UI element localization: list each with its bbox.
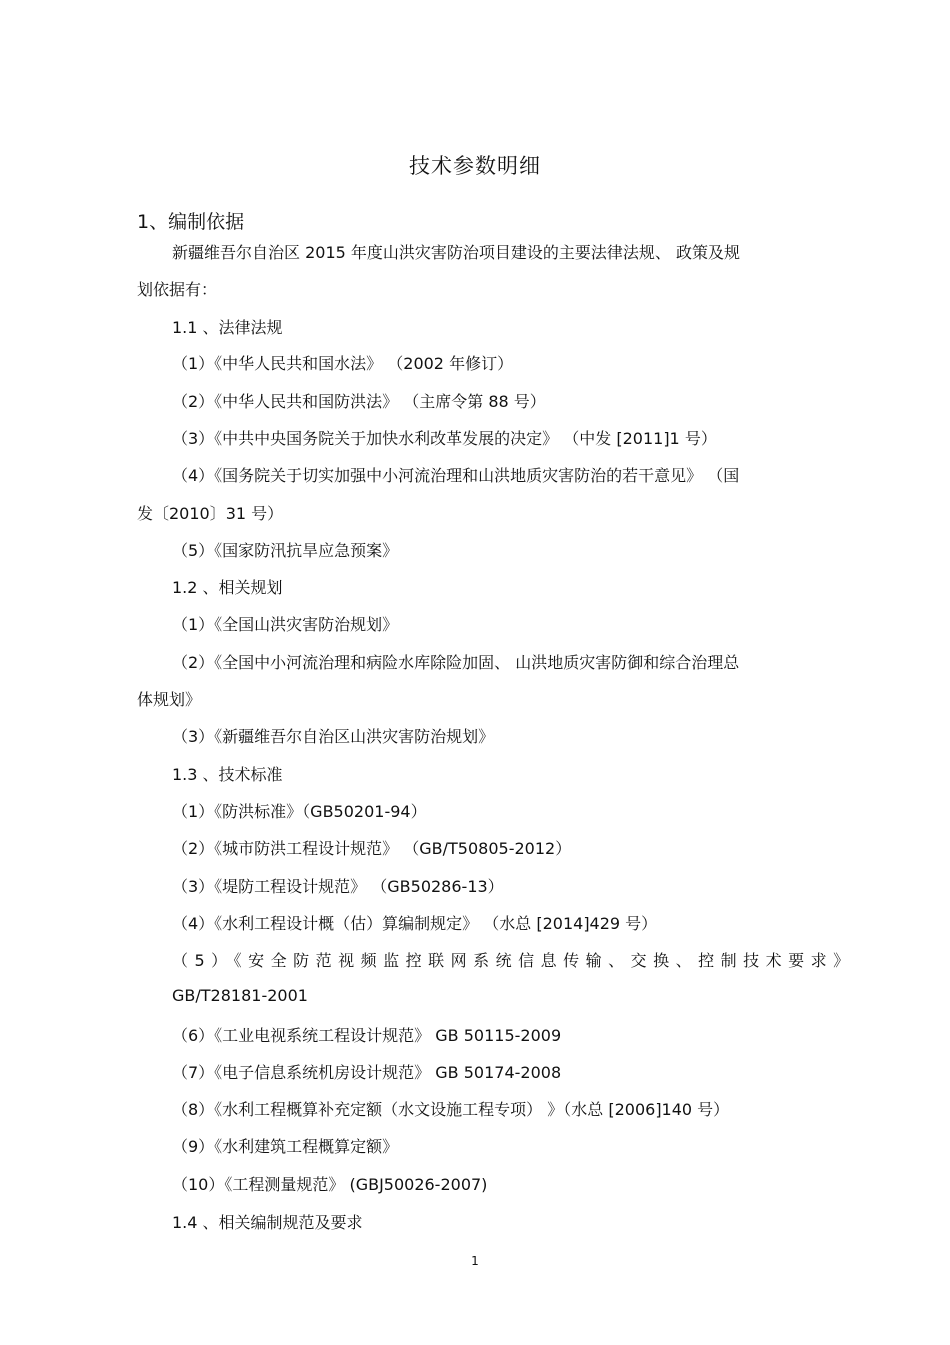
list-item: （5）《安全防范视频监控联网系统信息传输、交换、控制技术要求》 (172, 951, 856, 970)
section-heading-1: 1、编制依据 (137, 211, 245, 233)
list-item: （5）《国家防汛抗旱应急预案》 (172, 541, 399, 560)
list-item: （6）《工业电视系统工程设计规范》 GB 50115-2009 (172, 1026, 562, 1045)
list-item: （9）《水利建筑工程概算定额》 (172, 1137, 399, 1156)
list-item: （3）《新疆维吾尔自治区山洪灾害防治规划》 (172, 727, 495, 746)
page-title: 技术参数明细 (409, 154, 541, 178)
list-item: （4）《水利工程设计概（估）算编制规定》 （水总 [2014]429 号） (172, 914, 658, 933)
subsection-1-4: 1.4 、相关编制规范及要求 (172, 1213, 363, 1232)
list-item: （7）《电子信息系统机房设计规范》 GB 50174-2008 (172, 1063, 562, 1082)
list-item: （1）《中华人民共和国水法》 （2002 年修订） (172, 354, 514, 373)
list-item: （10）《工程测量规范》 (GBJ50026-2007) (172, 1175, 488, 1194)
list-item: （3）《中共中央国务院关于加快水利改革发展的决定》 （中发 [2011]1 号） (172, 429, 717, 448)
list-item: （1）《防洪标准》（GB50201-94） (172, 802, 427, 821)
intro-line-2: 划依据有： (137, 280, 218, 299)
subsection-1-1: 1.1 、法律法规 (172, 318, 283, 337)
list-item: （1）《全国山洪灾害防治规划》 (172, 615, 399, 634)
list-item: （2）《全国中小河流治理和病险水库除险加固、 山洪地质灾害防御和综合治理总 (172, 653, 740, 672)
page-number: 1 (471, 1254, 479, 1268)
list-item-continuation: 发〔2010〕31 号） (137, 504, 284, 523)
intro-line-1: 新疆维吾尔自治区 2015 年度山洪灾害防治项目建设的主要法律法规、 政策及规 (172, 243, 740, 262)
list-item: （2）《城市防洪工程设计规范》 （GB/T50805-2012） (172, 839, 572, 858)
list-item: （8）《水利工程概算补充定额（水文设施工程专项） 》（水总 [2006]140 号） (172, 1100, 730, 1119)
list-item: （3）《堤防工程设计规范》 （GB50286-13） (172, 877, 504, 896)
subsection-1-3: 1.3 、技术标准 (172, 765, 283, 784)
subsection-1-2: 1.2 、相关规划 (172, 578, 283, 597)
list-item-continuation: 体规划》 (137, 690, 202, 709)
list-item: （2）《中华人民共和国防洪法》 （主席令第 88 号） (172, 392, 546, 411)
list-item-continuation: GB/T28181-2001 (172, 986, 308, 1005)
list-item: （4）《国务院关于切实加强中小河流治理和山洪地质灾害防治的若干意见》 （国 (172, 466, 740, 485)
